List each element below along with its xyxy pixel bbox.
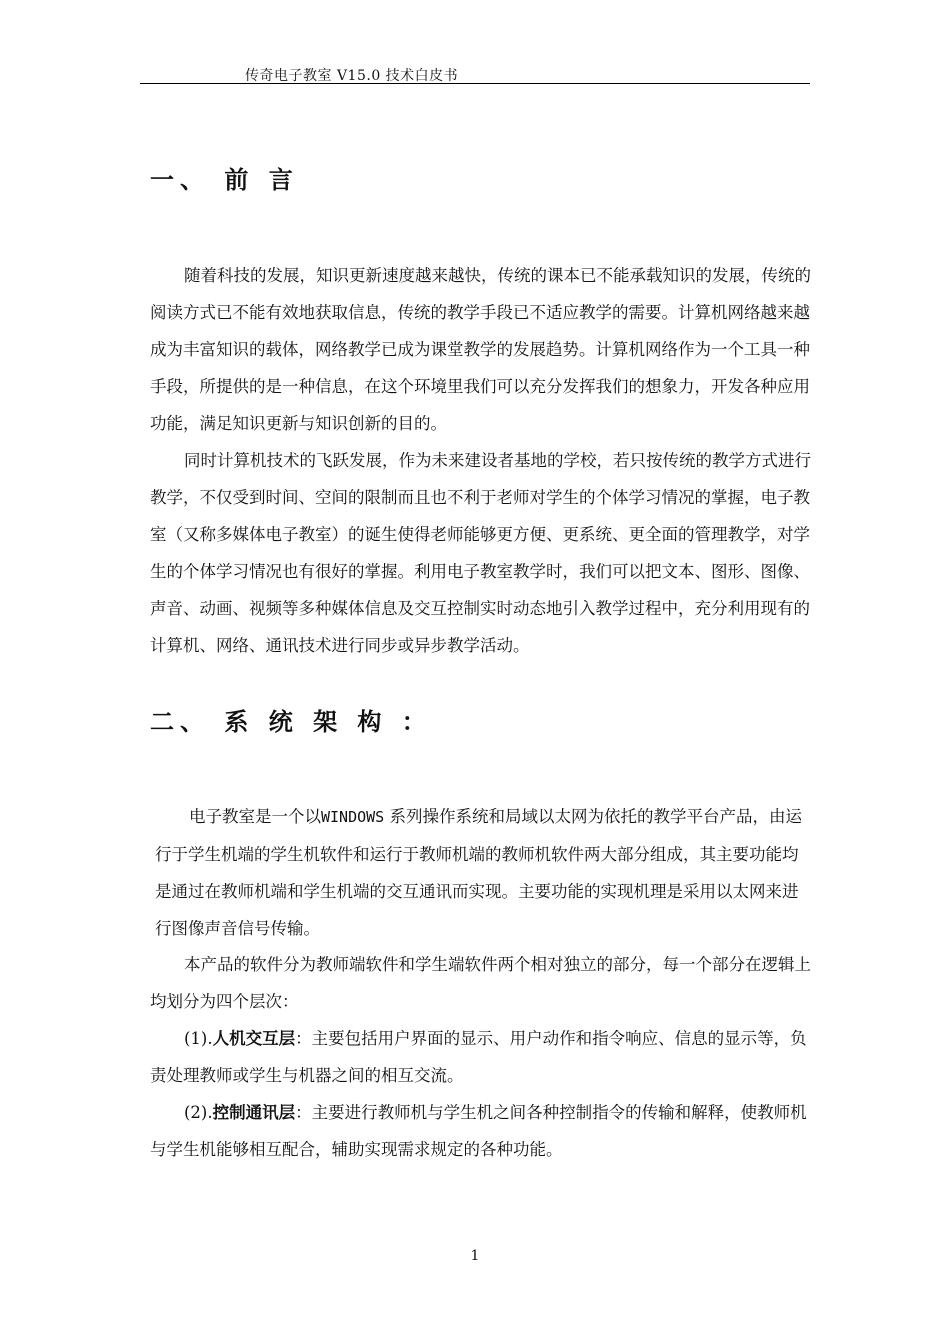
intro-text-after: 系列操作系统和局域以太网为依托的教学平台产品，由运行于学生机端的学生机软件和运行于教师机端的教师机软件两大部分组成，其主要功能均是通过在教师机端和学生机端的交互通讯而实现。主要功能的实现机理是采用以太网来进行图像声音信号传输。: [155, 807, 802, 938]
layers-intro-paragraph: 本产品的软件分为教师端软件和学生端软件两个相对独立的部分，每一个部分在逻辑上均划分为四个层次：: [150, 955, 811, 1011]
layer-name: 人机交互层: [212, 1029, 296, 1048]
architecture-intro-paragraph: [155, 798, 803, 947]
layer-description: ：主要进行教师机与学生机之间各种控制指令的传输和解释，使教师机与学生机能够相互配合，辅助实现需求规定的各种功能。: [150, 1103, 807, 1159]
layer-number: (1).: [184, 1029, 213, 1048]
layer-number: (2).: [184, 1103, 213, 1122]
layer-description: ：主要包括用户界面的显示、用户动作和指令响应、信息的显示等，负责处理教师或学生与机器之间的相互交流。: [150, 1029, 807, 1085]
intro-text-before: 电子教室是一个以: [189, 807, 321, 826]
layer-item-control: [150, 1094, 812, 1168]
layer-item-hci: [150, 1020, 812, 1094]
page-number: 1: [470, 1248, 480, 1264]
preface-paragraph-2: 同时计算机技术的飞跃发展，作为未来建设者基地的学校，若只按传统的教学方式进行教学，不仅受到时间、空间的限制而且也不利于老师对学生的个体学习情况的掌握，电子教室（又称多媒体电子教室）的诞生使得老师能够更方便、更系统、更全面的管理教学，对学生的个体学习情况也有很好的掌握。利用电子教室教学时，我们可以把文本、图形、图像、声音、动画、视频等多种媒体信息及交互控制实时动态地引入教学过程中，充分利用现有的计算机、网络、通讯技术进行同步或异步教学活动。: [150, 451, 811, 655]
layer-name: 控制通讯层: [212, 1103, 296, 1122]
header-rule: [140, 83, 810, 84]
intro-os-name: WINDOWS: [321, 808, 385, 826]
section-heading-architecture: 二、 系 统 架 构 ：: [150, 708, 432, 736]
running-header: 传奇电子教室 V15.0 技术白皮书: [245, 68, 459, 84]
preface-paragraph-1: 随着科技的发展，知识更新速度越来越快，传统的课本已不能承载知识的发展，传统的阅读方式已不能有效地获取信息，传统的教学手段已不适应教学的需要。计算机网络越来越成为丰富知识的载体，网络教学已成为课堂教学的发展趋势。计算机网络作为一个工具一种手段，所提供的是一种信息，在这个环境里我们可以充分发挥我们的想象力，开发各种应用功能，满足知识更新与知识创新的目的。: [150, 266, 811, 433]
section-heading-preface: 一、 前 言: [150, 166, 299, 194]
